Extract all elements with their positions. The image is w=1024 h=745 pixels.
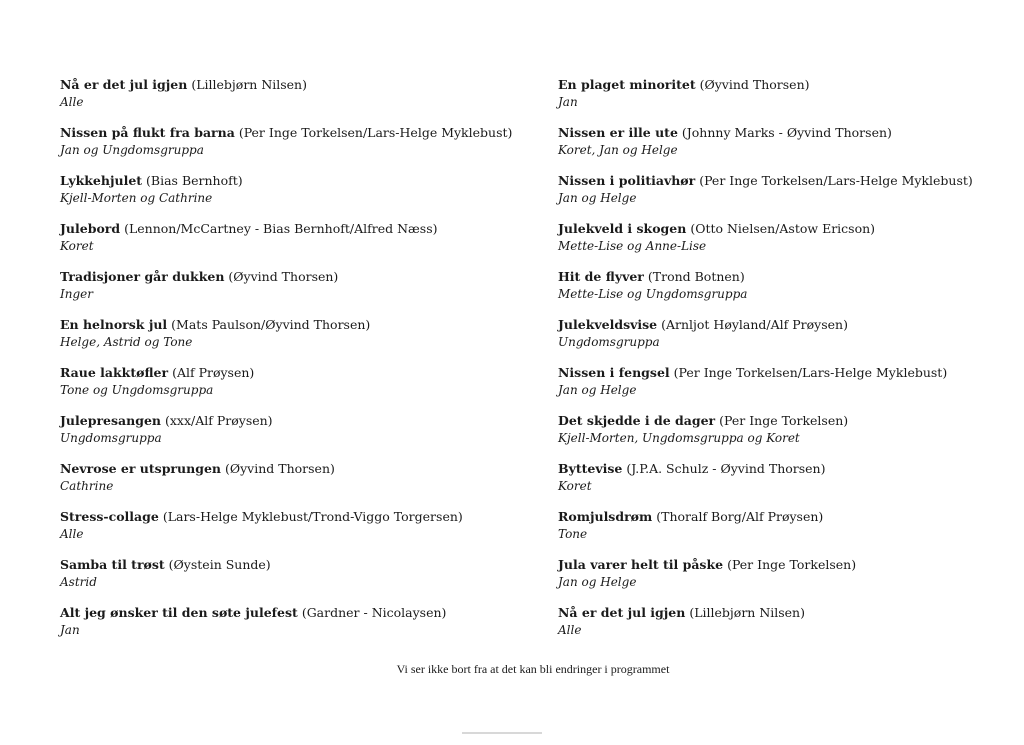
program-entry: [558, 268, 1018, 316]
song-line: [60, 268, 520, 286]
song-credits: (Lillebjørn Nilsen): [689, 605, 805, 620]
song-title: En plaget minoritet: [558, 77, 696, 92]
song-line: [60, 460, 520, 478]
song-title: Byttevise: [558, 461, 623, 476]
song-title: Julekveldsvise: [558, 317, 658, 332]
program-entry: [558, 460, 1018, 508]
program-entry: [558, 604, 1018, 652]
song-performers: Jan og Helge: [558, 191, 637, 205]
song-title: Samba til trøst: [60, 557, 165, 572]
program-entry: [60, 268, 520, 316]
program-entry: [60, 172, 520, 220]
program-column-left: [60, 76, 520, 652]
song-credits: (Per Inge Torkelsen/Lars-Helge Myklebust): [238, 125, 513, 140]
song-title: Julebord: [60, 221, 121, 236]
song-performers: Astrid: [60, 575, 97, 589]
song-line: [558, 220, 1018, 238]
song-performers: Inger: [60, 287, 93, 301]
song-credits: (J.P.A. Schulz - Øyvind Thorsen): [626, 461, 826, 476]
song-credits: (Lars-Helge Myklebust/Trond-Viggo Torgersen): [162, 509, 463, 524]
song-performers: Mette-Lise og Ungdomsgruppa: [558, 287, 748, 301]
song-performers: Kjell-Morten og Cathrine: [60, 191, 213, 205]
song-credits: (Per Inge Torkelsen): [727, 557, 857, 572]
program-entry: [60, 412, 520, 460]
song-credits: (Lillebjørn Nilsen): [191, 77, 307, 92]
song-title: Nå er det jul igjen: [558, 605, 686, 620]
song-credits: (Per Inge Torkelsen/Lars-Helge Myklebust): [699, 173, 973, 188]
song-title: Alt jeg ønsker til den søte julefest: [60, 605, 298, 620]
program-change-note: Vi ser ikke bort fra at det kan bli endringer i programmet: [396, 662, 670, 676]
song-credits: (Arnljot Høyland/Alf Prøysen): [661, 317, 848, 332]
song-line: [60, 124, 520, 142]
song-performers: Alle: [60, 95, 84, 109]
song-performers: Koret: [558, 479, 592, 493]
song-performers: Tone: [558, 527, 588, 541]
song-line: [558, 412, 1018, 430]
program-entry: [558, 364, 1018, 412]
song-performers: Jan og Helge: [558, 575, 637, 589]
song-credits: (Mats Paulson/Øyvind Thorsen): [171, 317, 371, 332]
song-credits: (Bias Bernhoft): [146, 173, 243, 188]
program-entry: [60, 316, 520, 364]
song-line: [60, 508, 520, 526]
program-entry: [558, 124, 1018, 172]
song-title: Nissen i fengsel: [558, 365, 670, 380]
song-title: En helnorsk jul: [60, 317, 168, 332]
song-line: [558, 172, 1018, 190]
song-title: Lykkehjulet: [60, 173, 143, 188]
song-title: Jula varer helt til påske: [558, 557, 724, 572]
song-title: Stress-collage: [60, 509, 159, 524]
song-line: [558, 556, 1018, 574]
song-performers: Alle: [60, 527, 84, 541]
song-line: [558, 460, 1018, 478]
song-performers: Ungdomsgruppa: [60, 431, 162, 445]
song-title: Nå er det jul igjen: [60, 77, 188, 92]
song-title: Tradisjoner går dukken: [60, 269, 225, 284]
song-title: Raue lakktøfler: [60, 365, 169, 380]
song-line: [558, 268, 1018, 286]
song-credits: (Lennon/McCartney - Bias Bernhoft/Alfred Næss): [124, 221, 438, 236]
song-performers: Jan: [558, 95, 578, 109]
song-line: [60, 76, 520, 94]
scan-artifact: [462, 732, 542, 734]
program-entry: [558, 220, 1018, 268]
song-title: Nissen er ille ute: [558, 125, 678, 140]
song-credits: (Per Inge Torkelsen/Lars-Helge Myklebust): [673, 365, 948, 380]
song-credits: (Trond Botnen): [647, 269, 745, 284]
song-line: [60, 604, 520, 622]
song-performers: Koret: [60, 239, 94, 253]
program-entry: [60, 556, 520, 604]
song-performers: Helge, Astrid og Tone: [60, 335, 193, 349]
song-title: Det skjedde i de dager: [558, 413, 716, 428]
program-column-right: [558, 76, 1018, 652]
song-title: Hit de flyver: [558, 269, 644, 284]
song-title: Julekveld i skogen: [558, 221, 687, 236]
program-entry: [558, 76, 1018, 124]
program-entry: [558, 172, 1018, 220]
program-entry: [558, 316, 1018, 364]
song-title: Julepresangen: [60, 413, 161, 428]
song-line: [558, 604, 1018, 622]
song-performers: Jan: [60, 623, 80, 637]
program-entry: [60, 124, 520, 172]
song-performers: Jan og Helge: [558, 383, 637, 397]
program-entry: [60, 508, 520, 556]
song-credits: (Øystein Sunde): [168, 557, 271, 572]
song-title: Romjulsdrøm: [558, 509, 653, 524]
program-entry: [60, 76, 520, 124]
song-credits: (Otto Nielsen/Astow Ericson): [690, 221, 876, 236]
song-performers: Tone og Ungdomsgruppa: [60, 383, 214, 397]
song-title: Nissen i politiavhør: [558, 173, 696, 188]
program-entry: [558, 508, 1018, 556]
song-credits: (Thoralf Borg/Alf Prøysen): [656, 509, 824, 524]
song-performers: Cathrine: [60, 479, 114, 493]
song-credits: (Gardner - Nicolaysen): [301, 605, 447, 620]
song-performers: Ungdomsgruppa: [558, 335, 660, 349]
program-entry: [558, 412, 1018, 460]
program-entry: [60, 460, 520, 508]
song-line: [558, 76, 1018, 94]
song-line: [60, 316, 520, 334]
song-line: [60, 220, 520, 238]
program-entry: [558, 556, 1018, 604]
song-line: [558, 508, 1018, 526]
song-credits: (Øyvind Thorsen): [699, 77, 810, 92]
song-line: [558, 316, 1018, 334]
song-credits: (Øyvind Thorsen): [228, 269, 339, 284]
song-credits: (xxx/Alf Prøysen): [164, 413, 273, 428]
song-line: [60, 172, 520, 190]
song-performers: Mette-Lise og Anne-Lise: [558, 239, 707, 253]
song-line: [558, 364, 1018, 382]
song-title: Nissen på flukt fra barna: [60, 125, 235, 140]
song-credits: (Øyvind Thorsen): [224, 461, 335, 476]
song-line: [558, 124, 1018, 142]
song-performers: Kjell-Morten, Ungdomsgruppa og Koret: [558, 431, 800, 445]
song-title: Nevrose er utsprungen: [60, 461, 221, 476]
song-line: [60, 364, 520, 382]
song-line: [60, 412, 520, 430]
program-entry: [60, 220, 520, 268]
song-credits: (Johnny Marks - Øyvind Thorsen): [681, 125, 892, 140]
song-performers: Alle: [558, 623, 582, 637]
program-entry: [60, 604, 520, 652]
song-performers: Koret, Jan og Helge: [558, 143, 678, 157]
song-credits: (Per Inge Torkelsen): [719, 413, 849, 428]
song-credits: (Alf Prøysen): [172, 365, 255, 380]
song-performers: Jan og Ungdomsgruppa: [60, 143, 204, 157]
song-line: [60, 556, 520, 574]
program-entry: [60, 364, 520, 412]
